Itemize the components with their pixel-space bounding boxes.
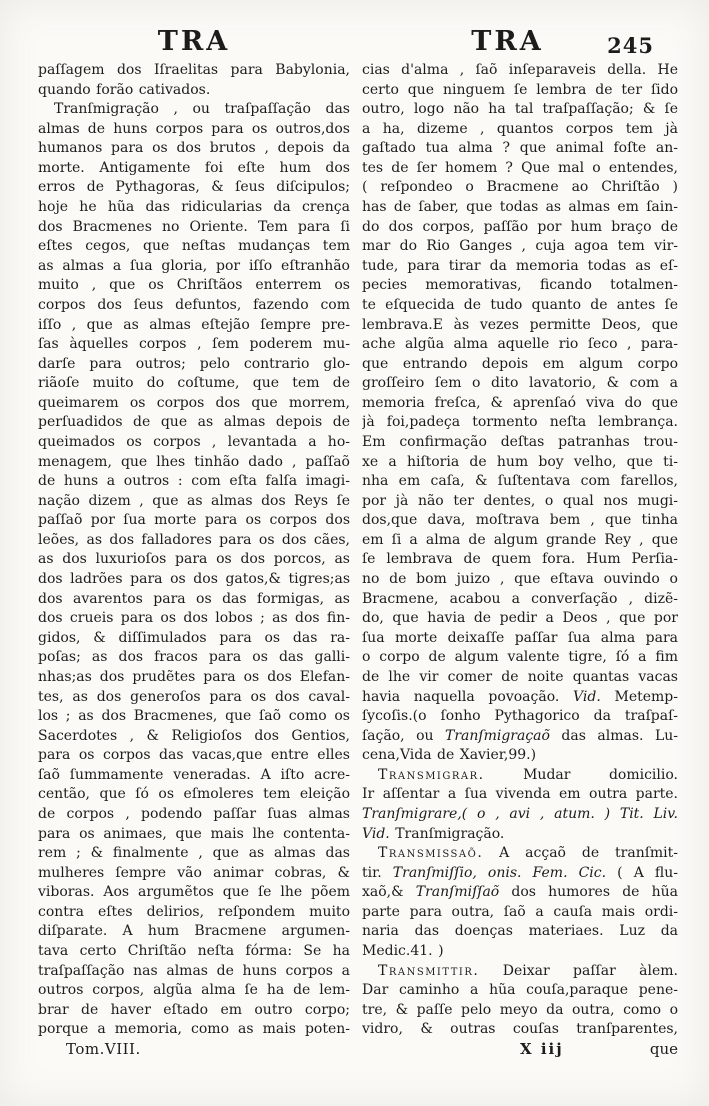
text-line: Transmittir. Deixar paſſar àlem. bbox=[378, 962, 678, 979]
text-line: do dos corpos, paſſão por hum braço de bbox=[362, 218, 678, 235]
text-line: de huns a outros : com eſta falſa imagi- bbox=[38, 473, 350, 490]
text-line: em ſi a alma de algum grande Rey , que bbox=[362, 531, 678, 548]
text-line: de corpos , podendo paſſar ſuas almas bbox=[38, 805, 350, 822]
text-line: eſtes cegos, que neſtas mudanças tem bbox=[38, 238, 350, 255]
text-line: cena,Vida de Xavier,99.) bbox=[362, 747, 537, 764]
text-line: brar de haver eſtado em outro corpo; bbox=[38, 1001, 350, 1018]
left-text-column bbox=[38, 61, 350, 1059]
text-line: ( reſpondeo o Bracmene ao Chriſtão ) bbox=[362, 179, 678, 196]
text-line: vidro, & outras couſas tranſparentes, bbox=[362, 1021, 678, 1038]
text-line: outro, logo não ha tal traſpaſſação; & ſe bbox=[362, 101, 678, 118]
running-title-left: TRA bbox=[157, 26, 231, 57]
text-line: tava certo Chriſtão neſta fórma: Se ha bbox=[38, 943, 350, 960]
text-line: Medic.41. ) bbox=[362, 943, 444, 960]
text-line: viboras. Aos argumẽtos que ſe lhe põem bbox=[38, 884, 350, 901]
volume-label: Tom.VIII. bbox=[66, 1039, 141, 1058]
text-line: dos avarentos para os das formigas, as bbox=[38, 590, 350, 607]
text-line: tre, & paſſe pelo meyo da outra, como o bbox=[362, 1001, 678, 1018]
left-column-lines bbox=[38, 61, 350, 1040]
text-line: Ir aſſentar a ſua vivenda em outra parte. bbox=[362, 786, 678, 803]
text-line: dos,que dava, moſtrava bem , que tinha bbox=[362, 512, 678, 529]
text-line: havia naquella povoação. Vid. Metemp- bbox=[362, 688, 678, 705]
text-line: tes de ſer homem ? Que mal o entendes, bbox=[362, 159, 678, 176]
text-line: para os animaes, que mais lhe contenta- bbox=[38, 825, 350, 842]
text-line: por jà não ter dentes, o qual nos mugi- bbox=[362, 492, 678, 509]
text-line: jà foi,padeça tormento neſta lembrança. bbox=[362, 414, 678, 431]
text-line: lembrava.E às vezes permitte Deos, que bbox=[362, 316, 678, 333]
text-line: certo que ninguem ſe lembra de ter ſido bbox=[362, 81, 678, 98]
text-line: centão, que ſó os eſmoleres tem eleição bbox=[38, 786, 350, 803]
text-line: Transmigrar. Mudar domicilio. bbox=[378, 766, 678, 783]
text-line: mar do Rio Ganges , cuja agoa tem vir- bbox=[362, 238, 678, 255]
text-line: tude, para tirar da memoria todas as eſ- bbox=[362, 257, 678, 274]
text-line: cias d'alma , ſaõ inſeparaveis della. He bbox=[362, 62, 678, 78]
text-line: erros de Pythagoras, & ſeus diſcipulos; bbox=[38, 179, 350, 196]
text-line: te eſquecida de tudo quanto de antes ſe bbox=[362, 296, 678, 313]
text-line: o corpo de algum valente tigre, ſó a fim bbox=[362, 649, 678, 666]
text-line: ſycoſis.(o ſonho Pythagorico da traſpaſ- bbox=[362, 708, 678, 725]
text-line: queimados os corpos , levantada a ho- bbox=[38, 433, 350, 450]
text-line: dos ladrões para os dos gatos,& tigres;as bbox=[38, 571, 350, 588]
text-line: contra eſtes delirios, reſpondem muito bbox=[38, 903, 350, 920]
text-line: queimarem os corpos dos que morrem, bbox=[38, 394, 350, 411]
text-line: poſas; as dos fracos para os das galli- bbox=[38, 649, 350, 666]
text-line: almas de huns corpos para os outros,dos bbox=[38, 120, 350, 137]
text-line: ſua morte deixaſſe paſſar ſua alma para bbox=[362, 629, 678, 646]
text-line: Transmissaõ. A acçaõ de tranſmit- bbox=[378, 845, 678, 862]
text-line: parte para outra, ſaõ a cauſa mais ordi- bbox=[362, 903, 678, 920]
page-number: 245 bbox=[607, 33, 654, 58]
text-line: rem ; & finalmente , que as almas das bbox=[38, 845, 350, 862]
text-line: Tranſmigrare,( o , avi , atum. ) Tit. Liv. bbox=[362, 805, 678, 822]
text-line: quando forão cativados. bbox=[38, 81, 211, 98]
gathering-signature: X iij bbox=[520, 1039, 564, 1058]
text-line: as dos luxurioſos para os dos porcos, as bbox=[38, 551, 350, 568]
text-line: has de ſaber, que todas as almas em ſain- bbox=[362, 199, 678, 216]
text-line: ſe lembrava de quem fora. Hum Perſia- bbox=[362, 551, 678, 568]
text-line: Tranſmigração , ou traſpaſſação das bbox=[54, 101, 350, 118]
text-line: ſas àquelles corpos , ſem poderem mu- bbox=[38, 336, 350, 353]
text-line: gidos, & diſſimulados para os das ra- bbox=[38, 629, 350, 646]
text-line: nhas;as dos prudẽtes para os dos Elefan- bbox=[38, 668, 350, 685]
text-line: darſe para outros; pelo contrario glo- bbox=[38, 355, 350, 372]
text-line: outros corpos, algũa alma ſe ha de lem- bbox=[38, 982, 350, 999]
text-line: do, que havia de pedir a Deos , que por bbox=[362, 610, 678, 627]
text-line: iſſo , que as almas eſtejão ſempre pre- bbox=[38, 316, 350, 333]
right-text-column bbox=[362, 61, 678, 1059]
text-line: ſação, ou Tranſmigraçaõ das almas. Lu- bbox=[362, 727, 678, 744]
text-line: mulheres ſempre vão animar cobras, & bbox=[38, 864, 350, 881]
text-line: los ; as dos Bracmenes, que ſaõ como os bbox=[38, 708, 350, 725]
text-line: ache algũa alma aquelle rio ſeco , para- bbox=[362, 336, 678, 353]
text-line: a ha, dizeme , quantos corpos tem jà bbox=[362, 120, 678, 137]
text-line: riãoſe muito do coſtume, que tem de bbox=[38, 375, 350, 392]
text-line: no de bom juizo , que eſtava ouvindo o bbox=[362, 571, 678, 588]
text-line: Bracmene, acabou a converſação , dizẽ- bbox=[362, 590, 678, 607]
text-line: nação dizem , que as almas dos Reys ſe bbox=[38, 492, 350, 509]
text-line: Em confirmação deſtas patranhas trou- bbox=[362, 433, 678, 450]
text-line: perſuadidos de que as almas depois de bbox=[38, 414, 350, 431]
text-line: memoria freſca, & aprenſaó viva do que bbox=[362, 394, 678, 411]
text-line: Dar caminho a hũa couſa,paraque pene- bbox=[362, 982, 678, 999]
running-title-right: TRA bbox=[471, 26, 544, 57]
text-line: de lhe vir comer de noite quantas vacas bbox=[362, 668, 678, 685]
text-line: morte. Antigamente foi eſte hum dos bbox=[38, 159, 350, 176]
text-line: tir. Tranſmiſſio, onis. Fem. Cic. ( A flu- bbox=[362, 864, 678, 881]
text-line: hoje he hũa das ridicularias da crença bbox=[38, 199, 350, 216]
text-line: pecies memorativas, ficando totalmen- bbox=[362, 277, 678, 294]
catchword: que bbox=[649, 1039, 678, 1058]
text-line: nha em caſa, & ſuſtentava com farellos, bbox=[362, 473, 678, 490]
text-line: ſaõ ſummamente veneradas. A iſto acre- bbox=[38, 766, 350, 783]
text-line: diſparate. A hum Bracmene argumen- bbox=[38, 923, 350, 940]
text-line: menagem, que lhes tinhão dado , paſſaõ bbox=[38, 453, 350, 470]
text-line: dos Bracmenes no Oriente. Tem para ſi bbox=[38, 218, 350, 235]
text-line: xe a hiſtoria de hum boy velho, que ti- bbox=[362, 453, 678, 470]
text-line: leões, as dos falladores para os dos cães, bbox=[38, 531, 350, 548]
signature-row bbox=[362, 1040, 678, 1060]
text-line: Vid. Tranſmigração. bbox=[362, 825, 505, 842]
text-line: paſſagem dos Iſraelitas para Babylonia, bbox=[38, 62, 350, 78]
text-line: dos crueis para os dos lobos ; as dos fin- bbox=[38, 610, 350, 627]
text-line: xaõ,& Tranſmiſſaõ dos humores de hũa bbox=[362, 884, 678, 901]
text-line: que entrando depois em algum corpo bbox=[362, 355, 678, 372]
text-line: para os corpos das vacas,que entre elles bbox=[38, 747, 350, 764]
text-line: groſſeiro ſem o dito lavatorio, & com a bbox=[362, 375, 678, 392]
text-line: porque a memoria, como as mais poten- bbox=[38, 1021, 350, 1038]
text-line: paſſaõ por ſua morte para os corpos dos bbox=[38, 512, 350, 529]
text-line: as almas a ſua gloria, por iſſo eſtranhão bbox=[38, 257, 350, 274]
text-line: gaſtado tua alma ? que animal foſte an- bbox=[362, 140, 678, 157]
text-line: traſpaſſação nas almas de huns corpos a bbox=[38, 962, 350, 979]
text-line: humanos para os dos brutos , depois da bbox=[38, 140, 350, 157]
text-line: corpos dos ſeus defuntos, fazendo com bbox=[38, 296, 350, 313]
text-line: Sacerdotes , & Religioſos dos Gentios, bbox=[38, 727, 350, 744]
text-line: tes, as dos generoſos para os dos caval- bbox=[38, 688, 350, 705]
text-line: muito , que os Chriſtãos enterrem os bbox=[38, 277, 350, 294]
right-column-lines bbox=[362, 61, 678, 1040]
text-line: naria das doenças materiaes. Luz da bbox=[362, 923, 678, 940]
